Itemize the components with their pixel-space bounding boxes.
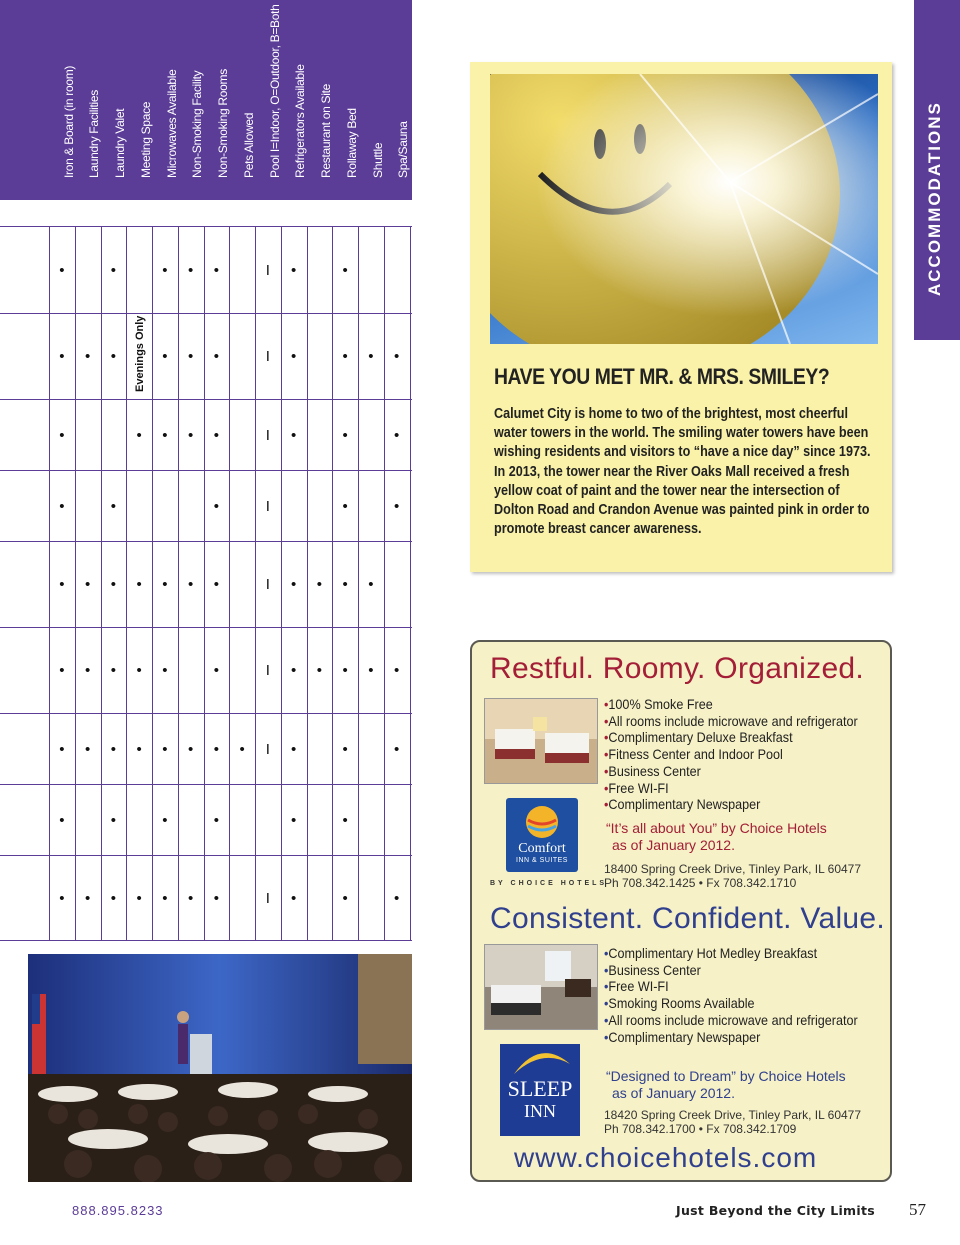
choice-hotels-ad (470, 640, 892, 1182)
column-header (152, 0, 177, 200)
sleep-amenity-item: • Complimentary Newspaper (604, 1029, 858, 1046)
amenity-cell: • (110, 740, 116, 758)
comfort-inn-logo (506, 798, 578, 872)
footer-title: Just Beyond the City Limits (676, 1203, 875, 1218)
amenity-cell: Evenings Only (134, 315, 147, 392)
column-header-label: Pool I=Indoor, O=Outdoor, B=Both (267, 4, 282, 178)
page-number: 57 (909, 1200, 926, 1219)
column-header (307, 0, 332, 200)
column-header-label: Pets Allowed (241, 112, 256, 178)
amenity-cell: • (290, 261, 297, 279)
grid-hline (0, 470, 412, 471)
column-header (332, 0, 357, 200)
amenity-cell: • (290, 348, 297, 365)
grid-hline (0, 627, 412, 628)
amenity-cell: • (59, 889, 65, 907)
amenity-cell: • (213, 261, 219, 279)
amenity-cell: • (213, 576, 219, 593)
comfort-amenity-item: • 100% Smoke Free (604, 696, 858, 713)
amenity-cell: • (290, 889, 297, 907)
amenity-cell: • (213, 889, 219, 907)
column-header (126, 0, 151, 200)
amenity-cell: • (187, 576, 194, 593)
amenity-cell: • (110, 811, 116, 829)
amenity-cell: I (265, 426, 270, 444)
comfort-tagline-line2: as of January 2012. (612, 837, 735, 853)
grid-hline (0, 313, 412, 314)
comfort-logo-by: BY CHOICE HOTELS (490, 880, 608, 887)
column-header (178, 0, 203, 200)
grid-hline (0, 541, 412, 542)
column-header (255, 0, 280, 200)
amenity-cell: • (136, 662, 142, 679)
column-header-label: Shuttle (370, 142, 385, 178)
comfort-sun-icon (506, 798, 578, 842)
amenity-cell: I (265, 348, 270, 365)
amenity-cell: • (59, 576, 65, 593)
amenity-cell: • (136, 426, 142, 444)
amenity-cell: • (342, 348, 348, 365)
amenity-cell: • (136, 576, 142, 593)
sleep-inn-logo (500, 1044, 580, 1136)
sleep-contact (604, 1108, 861, 1136)
comfort-address: 18400 Spring Creek Drive, Tinley Park, IL 60477 (604, 862, 862, 876)
column-header-label: Spa/Sauna (396, 121, 411, 178)
amenity-cell: • (59, 497, 65, 515)
sleep-phone: Ph 708.342.1700 • Fx 708.342.1709 (604, 1122, 797, 1136)
amenity-cell: • (393, 662, 400, 679)
grid-hline (0, 399, 412, 400)
section-tab-label: ACCOMMODATIONS (925, 101, 944, 296)
amenity-cell: • (213, 497, 219, 515)
smiley-tower-art (490, 74, 878, 344)
amenity-cell: I (265, 576, 270, 593)
conference-photo-art (28, 954, 412, 1182)
amenity-cell: • (162, 426, 168, 444)
sleep-amenity-item: • Business Center (604, 962, 858, 979)
amenity-cell: • (136, 740, 142, 758)
amenity-cell: • (316, 662, 322, 679)
amenity-cell: • (342, 497, 348, 515)
column-header-label: Non-Smoking Rooms (216, 69, 230, 178)
comfort-amenity-item: • Complimentary Deluxe Breakfast (604, 729, 858, 746)
amenity-cell: I (265, 261, 270, 279)
sleep-address: 18420 Spring Creek Drive, Tinley Park, IL 60477 (604, 1108, 862, 1122)
amenity-cell: • (393, 426, 400, 444)
amenity-cell: • (84, 576, 91, 593)
comfort-amenity-item: • All rooms include microwave and refrigerator (604, 713, 858, 730)
amenity-cell: • (84, 889, 91, 907)
column-header (204, 0, 229, 200)
amenity-cell: I (265, 662, 270, 679)
column-header-label: Laundry Valet (113, 108, 127, 178)
amenity-cell: • (162, 889, 168, 907)
amenity-cell: • (316, 576, 322, 593)
amenity-cell: • (59, 261, 65, 279)
comfort-logo-sub: INN & SUITES (516, 857, 568, 864)
column-header (101, 0, 126, 200)
amenity-table-band (0, 200, 412, 228)
amenity-cell: • (342, 889, 348, 907)
amenity-cell: I (265, 889, 270, 907)
amenity-cell: • (213, 348, 219, 365)
sleep-amenity-item: • Complimentary Hot Medley Breakfast (604, 945, 858, 962)
column-header-label: Laundry Facilities (87, 90, 102, 178)
column-header (384, 0, 409, 200)
amenity-table-header (0, 0, 412, 200)
amenity-cell: • (393, 740, 400, 758)
amenity-cell: • (59, 348, 65, 365)
smiley-title: HAVE YOU MET MR. & MRS. SMILEY? (494, 364, 830, 389)
column-header-label: Iron & Board (in room) (61, 65, 76, 178)
comfort-logo-name: Comfort (518, 841, 566, 856)
sleep-amenity-list (604, 945, 858, 1045)
amenity-cell: • (342, 662, 348, 679)
comfort-contact (604, 862, 861, 890)
amenity-cell: • (213, 740, 219, 758)
comfort-amenity-item: • Business Center (604, 763, 858, 780)
amenity-cell: • (84, 740, 91, 758)
amenity-cell: • (290, 740, 297, 758)
sleep-logo-name: SLEEP (507, 1076, 573, 1101)
amenity-cell: • (187, 426, 194, 444)
grid-hline (0, 855, 412, 856)
amenity-cell: • (393, 497, 400, 515)
amenity-cell: • (368, 576, 374, 593)
amenity-cell: I (265, 740, 270, 758)
sleep-room-photo (484, 944, 598, 1030)
amenity-cell: • (368, 662, 374, 679)
sleep-tagline-line1: “Designed to Dream” by Choice Hotels (606, 1068, 846, 1084)
column-header (281, 0, 306, 200)
sleep-amenity-item: • Smoking Rooms Available (604, 995, 858, 1012)
footer-phone: 888.895.8233 (72, 1203, 164, 1218)
amenity-cell: • (187, 889, 194, 907)
section-tab (914, 0, 960, 340)
grid-vline (410, 226, 411, 940)
column-header-label: Refrigerators Available (293, 64, 308, 178)
comfort-amenity-item: • Complimentary Newspaper (604, 796, 858, 813)
column-header-label: Meeting Space (138, 101, 153, 178)
comfort-amenity-list (604, 696, 858, 813)
sleep-amenity-item: • All rooms include microwave and refrigerator (604, 1012, 858, 1029)
amenity-cell: • (342, 811, 348, 829)
amenity-cell: • (213, 426, 219, 444)
amenity-cell: • (110, 662, 116, 679)
amenity-cell: • (290, 576, 297, 593)
amenity-cell: • (187, 348, 194, 365)
sleep-amenity-item: • Free WI-FI (604, 978, 858, 995)
amenity-cell: • (187, 261, 194, 279)
amenity-cell: • (84, 348, 91, 365)
amenity-cell: • (59, 740, 65, 758)
grid-hline (0, 713, 412, 714)
choice-hotels-url[interactable]: www.choicehotels.com (514, 1142, 818, 1173)
amenity-cell: • (162, 662, 168, 679)
sleep-tagline-line2: as of January 2012. (612, 1085, 735, 1101)
amenity-cell: • (290, 426, 297, 444)
comfort-amenity-item: • Fitness Center and Indoor Pool (604, 746, 858, 763)
amenity-cell: • (110, 497, 116, 515)
amenity-cell: • (213, 662, 219, 679)
amenity-cell: • (162, 261, 168, 279)
amenity-cell: • (342, 576, 348, 593)
sleep-tagline (606, 1068, 846, 1102)
column-header (75, 0, 100, 200)
amenity-table (0, 226, 412, 940)
amenity-cell: • (110, 261, 116, 279)
grid-hline (0, 784, 412, 785)
amenity-cell: • (110, 576, 116, 593)
amenity-cell: • (162, 740, 168, 758)
amenity-cell: • (393, 348, 400, 365)
amenity-cell: • (136, 889, 142, 907)
comfort-room-photo (484, 698, 598, 784)
column-header-label: Microwaves Available (164, 69, 179, 178)
grid-vline (384, 226, 385, 940)
smiley-feature-box (470, 62, 892, 572)
sleep-headline: Consistent. Confident. Value. (490, 902, 886, 935)
smiley-body: Calumet City is home to two of the brightest, most cheerful water towers in the world. The smiling water towers have been wishing residents and visitors to “have a nice day” since 1973. In 2013, the tower near the River Oaks Mall received a fresh yellow coat of paint and the tower near the intersection of Dolton Road and Crandon Avenue was painted pink in order to promote breast cancer awareness. (494, 406, 871, 538)
comfort-tagline (606, 820, 827, 854)
column-header (49, 0, 74, 200)
comfort-tagline-line1: “It’s all about You” by Choice Hotels (606, 820, 827, 836)
grid-hline (0, 226, 412, 227)
amenity-cell: • (342, 426, 348, 444)
comfort-headline: Restful. Roomy. Organized. (490, 652, 865, 685)
amenity-cell: • (213, 811, 219, 829)
amenity-cell: • (59, 811, 65, 829)
column-header-label: Restaurant on Site (319, 84, 333, 178)
amenity-cell: I (265, 497, 270, 515)
amenity-cell: • (162, 576, 168, 593)
smiley-tower-photo (490, 74, 878, 344)
comfort-amenity-item: • Free WI-FI (604, 780, 858, 797)
amenity-cell: • (110, 889, 116, 907)
sleep-moon-icon (500, 1044, 580, 1078)
amenity-cell: • (368, 348, 374, 365)
grid-hline (0, 940, 412, 941)
column-header (358, 0, 383, 200)
amenity-cell: • (342, 261, 348, 279)
amenity-cell: • (84, 662, 91, 679)
amenity-cell: • (393, 889, 400, 907)
column-header (229, 0, 254, 200)
amenity-cell: • (187, 740, 194, 758)
conference-photo (28, 954, 412, 1182)
amenity-cell: • (59, 426, 65, 444)
comfort-room-art (485, 699, 597, 783)
sleep-room-art (485, 945, 597, 1029)
comfort-phone: Ph 708.342.1425 • Fx 708.342.1710 (604, 876, 797, 890)
amenity-cell: • (59, 662, 65, 679)
amenity-cell: • (342, 740, 348, 758)
column-header-label: Rollaway Bed (344, 108, 359, 178)
sleep-logo-sub: INN (524, 1101, 556, 1121)
amenity-cell: • (110, 348, 116, 365)
column-header-label: Non-Smoking Facility (190, 70, 205, 178)
amenity-cell: • (162, 811, 168, 829)
amenity-cell: • (162, 348, 168, 365)
amenity-cell: • (290, 662, 297, 679)
amenity-cell: • (239, 740, 245, 758)
amenity-cell: • (290, 811, 297, 829)
grid-vline (229, 226, 230, 940)
